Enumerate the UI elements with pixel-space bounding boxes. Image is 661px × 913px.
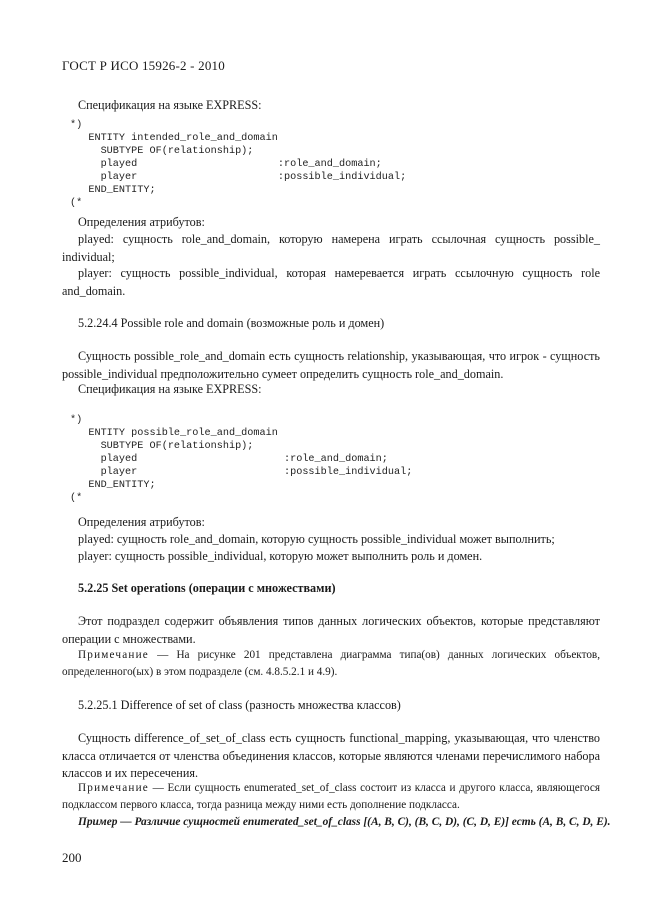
note-text: — На рисунке 201 представлена диаграмма типа(ов) данных логических объектов, определенного(ых) в этом подразделе (см. 4.8.5.2.1 и 4.9). [62, 649, 600, 678]
attribute-played-2: played: сущность role_and_domain, которую сущность possible_individual может выполнить; [78, 532, 555, 546]
spec-label-2: Спецификация на языке EXPRESS: [78, 382, 262, 396]
express-code-possible-role: *) ENTITY possible_role_and_domain SUBTYPE OF(relationship); played :role_and_domain; player :possible_individual; END_ENTITY; (* [70, 415, 413, 504]
section-body-5-2-24-4: Сущность possible_role_and_domain есть сущность relationship, указывающая, что игрок - сущность possible_individual предположительно сумеет определить сущность role_and_domain. [62, 349, 600, 381]
section-body-5-2-25-1: Сущность difference_of_set_of_class есть сущность functional_mapping, указывающая, что членство класса отличается от членства объединения классов, которые являются членами перечислимого набора классов и их пересечения. [62, 731, 600, 780]
example-5-2-25-1: Пример — Различие сущностей enumerated_set_of_class [(A, B, C), (B, C, D), (C, D, E)] есть (A, B, C, D, E). [78, 816, 611, 828]
page-number: 200 [62, 850, 82, 865]
section-body-5-2-25: Этот подраздел содержит объявления типов данных логических объектов, которые представляют операции с множествами. [62, 614, 600, 646]
section-heading-5-2-25-1: 5.2.25.1 Difference of set of class (разность множества классов) [78, 698, 401, 712]
section-heading-5-2-25: 5.2.25 Set operations (операции с множествами) [78, 581, 336, 595]
spec-label-1: Спецификация на языке EXPRESS: [78, 98, 262, 112]
section-heading-5-2-24-4: 5.2.24.4 Possible role and domain (возможные роль и домен) [78, 316, 385, 330]
note-5-2-25-1 [62, 780, 600, 814]
attributes-label-1: Определения атрибутов: [78, 215, 205, 229]
document-header: ГОСТ Р ИСО 15926-2 - 2010 [62, 58, 225, 73]
note-label: Примечание [78, 649, 149, 661]
attribute-player-1: player: сущность possible_individual, которая намеревается играть ссылочную сущность role and_domain. [62, 266, 600, 298]
attribute-player-2: player: сущность possible_individual, которую может выполнить роль и домен. [78, 549, 483, 563]
note-text: — Если сущность enumerated_set_of_class состоит из класса и другого класса, являющегося подклассом первого класса, тогда разница между ними есть дополнение подкласса. [62, 782, 600, 811]
note-label: Примечание [78, 782, 149, 794]
attribute-played-1: played: сущность role_and_domain, которую намерена играть ссылочная сущность possible_ individual; [62, 232, 600, 264]
note-5-2-25 [62, 647, 600, 681]
attributes-label-2: Определения атрибутов: [78, 515, 205, 529]
express-code-intended-role: *) ENTITY intended_role_and_domain SUBTYPE OF(relationship); played :role_and_domain; player :possible_individual; END_ENTITY; (* [70, 120, 407, 209]
